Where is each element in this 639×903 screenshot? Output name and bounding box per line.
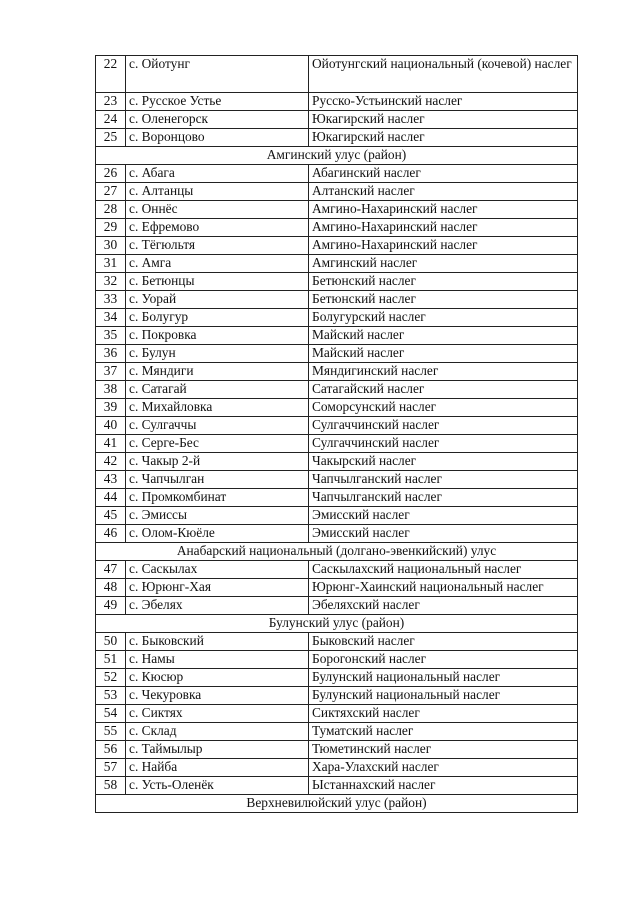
nasleg-name: Амгино-Нахаринский наслег xyxy=(309,201,578,219)
row-number: 27 xyxy=(96,183,126,201)
settlements-table-body xyxy=(96,56,578,813)
row-number: 26 xyxy=(96,165,126,183)
table-row xyxy=(96,165,578,183)
settlement-name: с. Покровка xyxy=(126,327,309,345)
section-title: Верхневилюйский улус (район) xyxy=(96,795,578,813)
settlement-name: с. Намы xyxy=(126,651,309,669)
settlement-name: с. Олом-Кюёле xyxy=(126,525,309,543)
nasleg-name: Майский наслег xyxy=(309,327,578,345)
nasleg-name: Тюметинский наслег xyxy=(309,741,578,759)
row-number: 28 xyxy=(96,201,126,219)
table-row xyxy=(96,327,578,345)
settlement-name: с. Чекуровка xyxy=(126,687,309,705)
table-row xyxy=(96,777,578,795)
nasleg-name: Сиктяхский наслег xyxy=(309,705,578,723)
row-number: 57 xyxy=(96,759,126,777)
nasleg-name: Чапчылганский наслег xyxy=(309,471,578,489)
settlement-name: с. Ефремово xyxy=(126,219,309,237)
table-row xyxy=(96,255,578,273)
table-row xyxy=(96,363,578,381)
settlement-name: с. Алтанцы xyxy=(126,183,309,201)
table-row xyxy=(96,561,578,579)
table-row xyxy=(96,687,578,705)
settlement-name: с. Кюсюр xyxy=(126,669,309,687)
nasleg-name: Соморсунский наслег xyxy=(309,399,578,417)
row-number: 48 xyxy=(96,579,126,597)
settlement-name: с. Михайловка xyxy=(126,399,309,417)
table-row xyxy=(96,219,578,237)
section-header-row xyxy=(96,615,578,633)
nasleg-name: Саскылахский национальный наслег xyxy=(309,561,578,579)
row-number: 58 xyxy=(96,777,126,795)
row-number: 46 xyxy=(96,525,126,543)
row-number: 37 xyxy=(96,363,126,381)
nasleg-name: Амгинский наслег xyxy=(309,255,578,273)
nasleg-name: Эмисский наслег xyxy=(309,525,578,543)
table-row xyxy=(96,489,578,507)
row-number: 35 xyxy=(96,327,126,345)
row-number: 41 xyxy=(96,435,126,453)
row-number: 45 xyxy=(96,507,126,525)
settlement-name: с. Саскылах xyxy=(126,561,309,579)
settlement-name: с. Юрюнг-Хая xyxy=(126,579,309,597)
table-row xyxy=(96,471,578,489)
settlement-name: с. Болугур xyxy=(126,309,309,327)
nasleg-name: Алтанский наслег xyxy=(309,183,578,201)
table-row xyxy=(96,201,578,219)
settlement-name: с. Ойотунг xyxy=(126,56,309,93)
table-row xyxy=(96,381,578,399)
row-number: 54 xyxy=(96,705,126,723)
table-row xyxy=(96,291,578,309)
settlement-name: с. Чакыр 2-й xyxy=(126,453,309,471)
row-number: 55 xyxy=(96,723,126,741)
nasleg-name: Русско-Устьинский наслег xyxy=(309,93,578,111)
table-row xyxy=(96,93,578,111)
nasleg-name: Майский наслег xyxy=(309,345,578,363)
table-row xyxy=(96,723,578,741)
settlement-name: с. Эмиссы xyxy=(126,507,309,525)
nasleg-name: Бетюнский наслег xyxy=(309,291,578,309)
nasleg-name: Быковский наслег xyxy=(309,633,578,651)
settlement-name: с. Мяндиги xyxy=(126,363,309,381)
nasleg-name: Булунский национальный наслег xyxy=(309,687,578,705)
nasleg-name: Амгино-Нахаринский наслег xyxy=(309,237,578,255)
settlement-name: с. Усть-Оленёк xyxy=(126,777,309,795)
table-row xyxy=(96,183,578,201)
row-number: 43 xyxy=(96,471,126,489)
settlement-name: с. Оленегорск xyxy=(126,111,309,129)
nasleg-name: Абагинский наслег xyxy=(309,165,578,183)
settlement-name: с. Быковский xyxy=(126,633,309,651)
nasleg-name: Чапчылганский наслег xyxy=(309,489,578,507)
section-title: Амгинский улус (район) xyxy=(96,147,578,165)
table-row xyxy=(96,651,578,669)
table-row xyxy=(96,705,578,723)
table-row xyxy=(96,759,578,777)
nasleg-name: Юрюнг-Хаинский национальный наслег xyxy=(309,579,578,597)
nasleg-name: Ыстаннахский наслег xyxy=(309,777,578,795)
table-row xyxy=(96,345,578,363)
settlement-name: с. Серге-Бес xyxy=(126,435,309,453)
nasleg-name: Сулгаччинский наслег xyxy=(309,435,578,453)
section-header-row xyxy=(96,795,578,813)
table-row xyxy=(96,309,578,327)
row-number: 33 xyxy=(96,291,126,309)
row-number: 53 xyxy=(96,687,126,705)
row-number: 51 xyxy=(96,651,126,669)
settlement-name: с. Склад xyxy=(126,723,309,741)
row-number: 56 xyxy=(96,741,126,759)
settlement-name: с. Абага xyxy=(126,165,309,183)
settlement-name: с. Амга xyxy=(126,255,309,273)
table-row xyxy=(96,56,578,93)
settlement-name: с. Воронцово xyxy=(126,129,309,147)
settlement-name: с. Промкомбинат xyxy=(126,489,309,507)
table-row xyxy=(96,129,578,147)
nasleg-name: Эбеляхский наслег xyxy=(309,597,578,615)
row-number: 49 xyxy=(96,597,126,615)
section-title: Анабарский национальный (долгано-эвенкийский) улус xyxy=(96,543,578,561)
table-row xyxy=(96,507,578,525)
table-row xyxy=(96,669,578,687)
table-row xyxy=(96,237,578,255)
table-row xyxy=(96,741,578,759)
row-number: 29 xyxy=(96,219,126,237)
row-number: 44 xyxy=(96,489,126,507)
table-row xyxy=(96,273,578,291)
section-title: Булунский улус (район) xyxy=(96,615,578,633)
table-row xyxy=(96,633,578,651)
nasleg-name: Туматский наслег xyxy=(309,723,578,741)
settlement-name: с. Булун xyxy=(126,345,309,363)
settlement-name: с. Чапчылган xyxy=(126,471,309,489)
table-row xyxy=(96,525,578,543)
settlement-name: с. Тёгюльтя xyxy=(126,237,309,255)
row-number: 50 xyxy=(96,633,126,651)
table-row xyxy=(96,597,578,615)
settlement-name: с. Оннёс xyxy=(126,201,309,219)
nasleg-name: Мяндигинский наслег xyxy=(309,363,578,381)
nasleg-name: Булунский национальный наслег xyxy=(309,669,578,687)
row-number: 23 xyxy=(96,93,126,111)
nasleg-name: Болугурский наслег xyxy=(309,309,578,327)
section-header-row xyxy=(96,147,578,165)
nasleg-name: Сатагайский наслег xyxy=(309,381,578,399)
settlement-name: с. Бетюнцы xyxy=(126,273,309,291)
table-row xyxy=(96,435,578,453)
settlement-name: с. Русское Устье xyxy=(126,93,309,111)
row-number: 38 xyxy=(96,381,126,399)
nasleg-name: Чакырский наслег xyxy=(309,453,578,471)
settlement-name: с. Сатагай xyxy=(126,381,309,399)
table-row xyxy=(96,579,578,597)
nasleg-name: Юкагирский наслег xyxy=(309,129,578,147)
table-row xyxy=(96,417,578,435)
settlements-table xyxy=(95,55,578,813)
nasleg-name: Эмисский наслег xyxy=(309,507,578,525)
settlement-name: с. Эбелях xyxy=(126,597,309,615)
table-row xyxy=(96,399,578,417)
row-number: 30 xyxy=(96,237,126,255)
row-number: 42 xyxy=(96,453,126,471)
nasleg-name: Борогонский наслег xyxy=(309,651,578,669)
nasleg-name: Бетюнский наслег xyxy=(309,273,578,291)
nasleg-name: Амгино-Нахаринский наслег xyxy=(309,219,578,237)
nasleg-name: Ойотунгский национальный (кочевой) наслег xyxy=(309,56,578,93)
table-row xyxy=(96,453,578,471)
table-row xyxy=(96,111,578,129)
nasleg-name: Юкагирский наслег xyxy=(309,111,578,129)
row-number: 31 xyxy=(96,255,126,273)
row-number: 34 xyxy=(96,309,126,327)
settlement-name: с. Уорай xyxy=(126,291,309,309)
nasleg-name: Хара-Улахский наслег xyxy=(309,759,578,777)
settlement-name: с. Найба xyxy=(126,759,309,777)
row-number: 24 xyxy=(96,111,126,129)
settlement-name: с. Таймылыр xyxy=(126,741,309,759)
row-number: 32 xyxy=(96,273,126,291)
row-number: 25 xyxy=(96,129,126,147)
settlement-name: с. Сиктях xyxy=(126,705,309,723)
row-number: 39 xyxy=(96,399,126,417)
row-number: 36 xyxy=(96,345,126,363)
row-number: 47 xyxy=(96,561,126,579)
section-header-row xyxy=(96,543,578,561)
settlement-name: с. Сулгаччы xyxy=(126,417,309,435)
row-number: 52 xyxy=(96,669,126,687)
row-number: 40 xyxy=(96,417,126,435)
nasleg-name: Сулгаччинский наслег xyxy=(309,417,578,435)
row-number: 22 xyxy=(96,56,126,93)
